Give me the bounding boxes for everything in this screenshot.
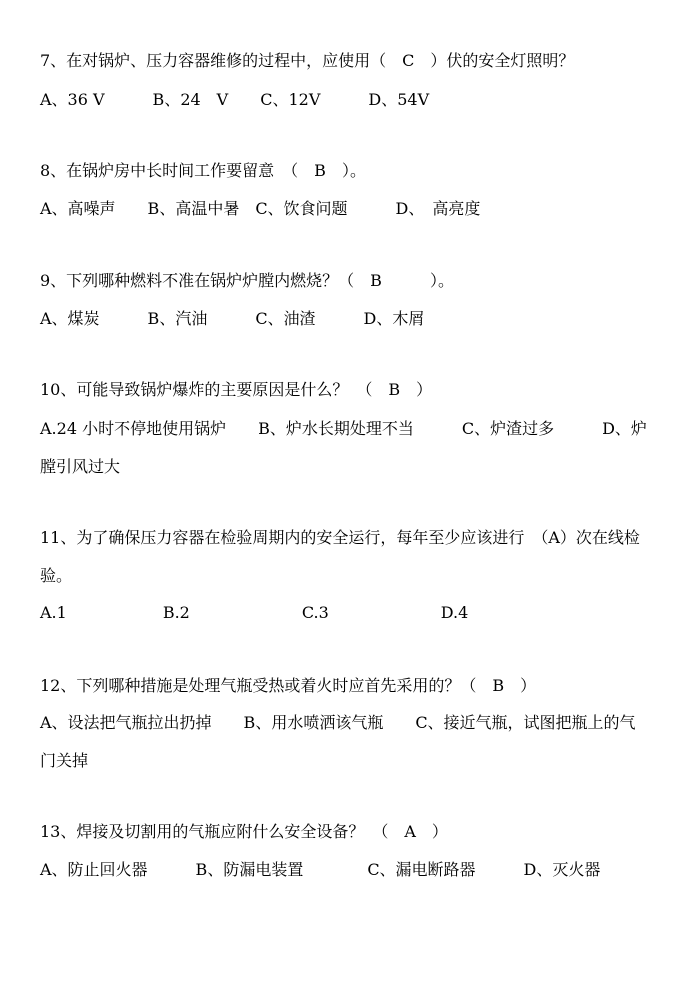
question-7-stem: 7、在对锅炉、压力容器维修的过程中，应使用（ C ）伏的安全灯照明？ bbox=[40, 51, 575, 70]
question-12-stem: 12、下列哪种措施是处理气瓶受热或着火时应首先采用的？（ B ） bbox=[40, 676, 537, 695]
question-9-stem: 9、下列哪种燃料不准在锅炉炉膛内燃烧？（ B ）。 bbox=[40, 271, 454, 290]
question-11-stem-continued: 验。 bbox=[40, 566, 73, 585]
question-12-options-continued: 门关掉 bbox=[40, 751, 89, 770]
question-9-options: A、煤炭 B、汽油 C、油渣 D、木屑 bbox=[40, 309, 425, 328]
question-12-options: A、设法把气瓶拉出扔掉 B、用水喷洒该气瓶 C、接近气瓶，试图把瓶上的气 bbox=[40, 713, 636, 732]
question-10-options: A.24 小时不停地使用锅炉 B、炉水长期处理不当 C、炉渣过多 D、炉 bbox=[40, 419, 647, 438]
question-7-options: A、36 V B、24 V C、12V D、54V bbox=[40, 90, 430, 109]
question-10-stem: 10、可能导致锅炉爆炸的主要原因是什么？ （ B ） bbox=[40, 380, 433, 399]
question-11-options: A.1 B.2 C.3 D.4 bbox=[40, 603, 469, 622]
question-8-stem: 8、在锅炉房中长时间工作要留意 （ B ）。 bbox=[40, 161, 366, 180]
question-10-options-continued: 膛引风过大 bbox=[40, 457, 121, 476]
question-8-options: A、高噪声 B、高温中暑 C、饮食问题 D、 高亮度 bbox=[40, 199, 481, 218]
question-11-stem: 11、为了确保压力容器在检验周期内的安全运行，每年至少应该进行 （A）次在线检 bbox=[40, 528, 640, 547]
question-13-options: A、防止回火器 B、防漏电装置 C、漏电断路器 D、灭火器 bbox=[40, 860, 601, 879]
question-13-stem: 13、焊接及切割用的气瓶应附什么安全设备？ （ A ） bbox=[40, 822, 448, 841]
